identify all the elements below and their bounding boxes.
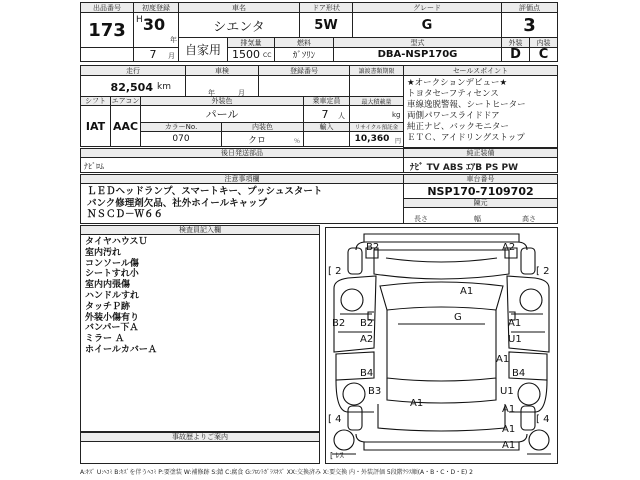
inspection-item: シートすれ小 bbox=[85, 269, 139, 280]
score-label: 評価点 bbox=[501, 2, 558, 13]
inspection-item: ホイールカバーＡ bbox=[85, 344, 157, 355]
blank-cell bbox=[80, 47, 134, 62]
car-outline-svg bbox=[326, 228, 557, 463]
int-color-cell bbox=[221, 131, 304, 147]
dims-cell bbox=[403, 207, 558, 224]
first-reg-cell bbox=[133, 12, 179, 48]
dims-label: 陳元 bbox=[403, 198, 558, 208]
inspection-cell bbox=[185, 75, 259, 97]
capacity: 7 bbox=[321, 107, 329, 121]
note-line: パンク修理剤欠品、社外ホイールキャップ bbox=[87, 197, 268, 209]
grade-label: グレード bbox=[352, 2, 502, 13]
damage-mark: [ ﾚｽ bbox=[330, 451, 344, 460]
inspection-item: 室内内張傷 bbox=[85, 280, 131, 291]
inspection-item: タッチＰ跡 bbox=[85, 301, 131, 312]
cc-label: 排気量 bbox=[227, 37, 275, 48]
transfer-cell bbox=[349, 75, 404, 97]
door-cell bbox=[299, 12, 353, 38]
aircon-label: エアコン bbox=[111, 97, 140, 105]
insp-year-unit: 年 bbox=[208, 89, 215, 97]
first-reg-label: 初度登録 bbox=[133, 2, 179, 13]
damage-mark: [ 4 bbox=[328, 414, 342, 425]
after-parts: ﾅﾋﾞﾛﾑ bbox=[84, 162, 104, 171]
sales-point-item: ＥＴＣ、アイドリングストップ bbox=[407, 133, 525, 143]
color-label: 外装色 bbox=[140, 96, 304, 106]
damage-mark: [ 4 bbox=[536, 414, 550, 425]
aircon: AAC bbox=[112, 119, 139, 133]
recycle-label: リサイクル預託金 bbox=[349, 122, 404, 132]
door-type: 5W bbox=[314, 17, 338, 33]
int-label: 内装 bbox=[529, 37, 558, 48]
month-unit: 月 bbox=[168, 52, 175, 60]
score: 3 bbox=[523, 14, 536, 36]
chassis-number: NSP170-7109702 bbox=[427, 184, 534, 198]
sales-point-item: トヨタセーフティセンス bbox=[407, 89, 499, 99]
import-unit: ％ bbox=[294, 138, 301, 145]
lot-label: 出品番号 bbox=[80, 2, 134, 13]
note-line: ＮＳＣＤ－Ｗ６６ bbox=[87, 209, 164, 220]
max-load-cell bbox=[349, 105, 404, 123]
grade-cell bbox=[352, 12, 502, 38]
standard-equip: ﾅﾋﾞ TV ABS ｴｱB PS PW bbox=[410, 163, 519, 173]
inspection-item: ハンドルすれ bbox=[85, 290, 140, 301]
length-label: 長さ bbox=[414, 215, 428, 223]
inspection-item: タイヤハウスＵ bbox=[85, 237, 148, 247]
chassis-cell bbox=[403, 183, 558, 199]
damage-mark: B4 bbox=[512, 368, 526, 379]
mileage-cell bbox=[80, 75, 186, 97]
inspector-label: 検査員記入欄 bbox=[80, 225, 320, 235]
sales-point-item: ★オークションデビュー★ bbox=[407, 78, 508, 88]
recycle-cell bbox=[349, 131, 404, 147]
damage-mark: A1 bbox=[508, 318, 522, 329]
damage-mark: A1 bbox=[410, 398, 424, 409]
notes-list bbox=[87, 186, 322, 221]
transfer-label: 譲渡書類期限 bbox=[349, 65, 404, 76]
door-label: ドア形状 bbox=[299, 2, 353, 13]
damage-history-cell bbox=[80, 441, 320, 464]
import-label: 輸入 bbox=[303, 122, 350, 132]
ext-label: 外装 bbox=[501, 37, 530, 48]
sales-point-cell bbox=[403, 75, 558, 148]
standard-equip-cell bbox=[403, 157, 558, 173]
capacity-cell bbox=[303, 105, 350, 123]
shift-cell bbox=[80, 105, 111, 147]
damage-mark: A2 bbox=[360, 334, 374, 345]
car-name: シエンタ bbox=[213, 19, 265, 35]
int-color-label: 内装色 bbox=[221, 122, 304, 132]
car-name-cell bbox=[178, 12, 300, 38]
damage-mark: B4 bbox=[360, 368, 374, 379]
sales-point-item: 両側パワースライドドア bbox=[407, 111, 500, 121]
fuel-cell bbox=[274, 47, 334, 62]
capacity-label: 乗車定員 bbox=[303, 96, 350, 106]
damage-mark: B2 bbox=[332, 318, 346, 329]
auction-sheet bbox=[80, 2, 558, 464]
fuel-label: 燃料 bbox=[274, 37, 334, 48]
shift-label: シフト bbox=[80, 96, 111, 106]
insp-month-unit: 月 bbox=[238, 89, 245, 97]
damage-mark: A1 bbox=[502, 404, 516, 415]
model-cell bbox=[333, 47, 502, 62]
mileage-label: 走行 bbox=[80, 65, 186, 76]
inspection-item: コンソール傷 bbox=[85, 258, 139, 269]
chassis-label: 車台番号 bbox=[403, 174, 558, 184]
after-parts-label: 後日発送部品 bbox=[80, 148, 404, 158]
color-cell bbox=[140, 105, 304, 123]
shift: IAT bbox=[85, 119, 106, 133]
damage-mark: [ 2 bbox=[328, 266, 342, 277]
model-label: 型式 bbox=[333, 37, 502, 48]
color-no-label: カラーNo. bbox=[140, 122, 222, 132]
recycle-unit: 円 bbox=[395, 138, 402, 145]
year-unit: 年 bbox=[170, 36, 177, 44]
damage-diagram bbox=[325, 227, 558, 464]
inspection-label: 車検 bbox=[185, 65, 259, 76]
aircon-cell bbox=[110, 105, 141, 147]
width-label: 幅 bbox=[474, 215, 481, 223]
legend-footer: A:ｷｽﾞ U:ﾍｺﾐ B:ｷｽﾞを伴うﾍｺﾐ P:要塗装 W:補修跡 S:錆 C:腐食 G:ﾌﾛﾝﾄｶﾞﾗｽｷｽﾞ XX:交換済み X:要交換 内・外装評価 5段階ｸﾗｽ順(A・B・C・D・E) 2 bbox=[80, 469, 473, 476]
score-cell bbox=[501, 12, 558, 38]
displacement: 1500 bbox=[232, 48, 260, 61]
damage-mark: B3 bbox=[368, 386, 382, 397]
sales-point-item: 純正ナビ、バックモニター bbox=[407, 122, 509, 132]
damage-mark: U1 bbox=[500, 386, 514, 397]
car-name-label: 車名 bbox=[178, 2, 300, 13]
ext-cell bbox=[501, 47, 530, 62]
damage-mark: [ 2 bbox=[536, 266, 550, 277]
fuel: ｶﾞｿﾘﾝ bbox=[292, 51, 316, 61]
lot-number: 173 bbox=[88, 19, 126, 41]
ext-grade: D bbox=[510, 47, 521, 62]
damage-mark: A1 bbox=[496, 354, 510, 365]
reg-month: 7 bbox=[149, 48, 157, 61]
sales-point-item: 車線逸脱警報、シートヒーター bbox=[407, 100, 526, 110]
reg-no-cell bbox=[258, 75, 350, 97]
inspection-item: ミラー Ａ bbox=[85, 334, 125, 345]
import-cell bbox=[303, 131, 350, 147]
notes-label: 注意事項欄 bbox=[80, 174, 404, 184]
max-load-label: 最大積載量 bbox=[349, 96, 404, 106]
capacity-unit: 人 bbox=[338, 112, 345, 120]
mileage-unit: km bbox=[157, 82, 171, 92]
notes-cell bbox=[80, 183, 404, 224]
lot-cell bbox=[80, 12, 134, 48]
recycle-fee: 10,360 bbox=[354, 134, 390, 144]
damage-history-label: 事故歴よりご案内 bbox=[80, 432, 320, 442]
damage-mark: B2 bbox=[360, 318, 374, 329]
mileage: 82,504 bbox=[110, 80, 153, 94]
after-parts-cell bbox=[80, 157, 404, 173]
grade: G bbox=[421, 17, 433, 33]
reg-no-label: 登録番号 bbox=[258, 65, 350, 76]
cc-unit: CC bbox=[263, 52, 272, 59]
reg-month-cell bbox=[133, 47, 179, 62]
damage-mark: A1 bbox=[502, 424, 516, 435]
standard-equip-label: 純正装備 bbox=[403, 148, 558, 158]
damage-mark: G bbox=[454, 312, 462, 323]
usage: 自家用 bbox=[184, 43, 221, 57]
inspection-item: 外装小傷有り bbox=[85, 312, 140, 323]
damage-mark: U1 bbox=[508, 334, 522, 345]
damage-mark: B2 bbox=[366, 242, 380, 253]
reg-year: 30 bbox=[142, 14, 166, 34]
int-grade: C bbox=[538, 47, 549, 62]
body-color: パール bbox=[205, 108, 239, 121]
sales-point-label: セールスポイント bbox=[403, 65, 558, 76]
inspection-item: バンパー下Ａ bbox=[85, 323, 139, 334]
model-code: DBA-NSP170G bbox=[377, 49, 458, 60]
usage-cell bbox=[178, 37, 228, 62]
cc-cell bbox=[227, 47, 275, 62]
note-line: ＬＥＤヘッドランプ、スマートキー、プッシュスタート bbox=[87, 186, 323, 197]
damage-mark: A1 bbox=[502, 440, 516, 451]
color-no-cell bbox=[140, 131, 222, 147]
int-cell bbox=[529, 47, 558, 62]
era-char: H bbox=[136, 15, 143, 25]
inspection-list bbox=[85, 237, 157, 356]
damage-mark: A2 bbox=[502, 242, 516, 253]
max-load-unit: kg bbox=[392, 111, 401, 119]
inspection-item: 室内汚れ bbox=[85, 247, 122, 258]
damage-mark: A1 bbox=[460, 286, 474, 297]
height-label: 高さ bbox=[522, 215, 536, 223]
int-color: クロ bbox=[247, 135, 266, 146]
inspector-cell bbox=[80, 234, 320, 432]
sales-point-list bbox=[407, 78, 526, 144]
color-no: 070 bbox=[172, 134, 190, 144]
